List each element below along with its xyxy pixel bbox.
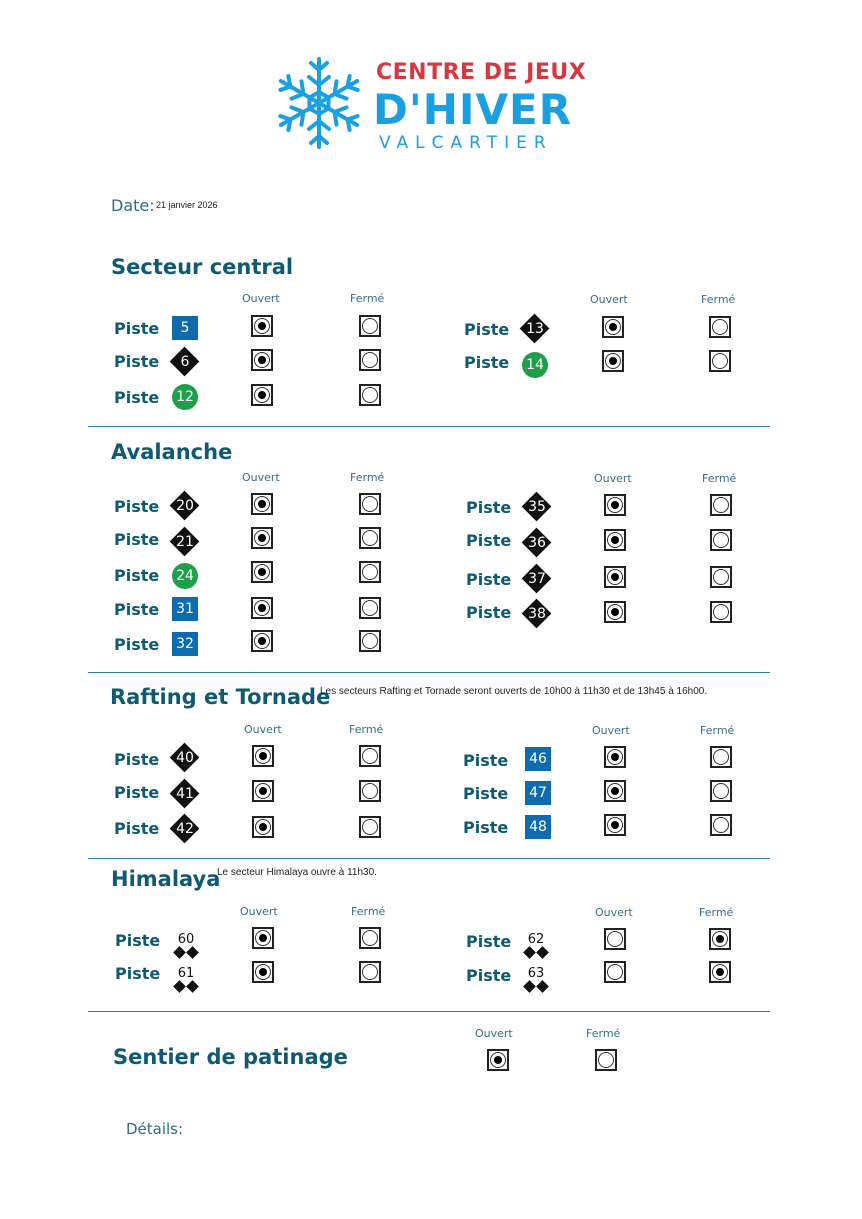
- header-open: Ouvert: [590, 293, 628, 306]
- closed-checkbox[interactable]: [709, 316, 731, 338]
- open-checkbox[interactable]: [604, 928, 626, 950]
- piste-number: 40: [176, 750, 194, 766]
- double-black-diamond-icon: [519, 958, 553, 998]
- checkbox-ring-icon: [713, 783, 729, 799]
- checkbox-ring-icon: [713, 604, 729, 620]
- open-checkbox[interactable]: [602, 350, 624, 372]
- checked-dot-icon: [259, 752, 267, 760]
- open-checkbox[interactable]: [604, 746, 626, 768]
- section-divider: [88, 1011, 770, 1012]
- checked-dot-icon: [258, 356, 266, 364]
- checkbox-ring-icon: [254, 496, 270, 512]
- piste-label: Piste: [463, 818, 509, 837]
- header-open: Ouvert: [240, 905, 278, 918]
- closed-checkbox[interactable]: [359, 349, 381, 371]
- black-diamond-icon: [170, 743, 200, 773]
- open-checkbox[interactable]: [251, 597, 273, 619]
- closed-checkbox[interactable]: [710, 494, 732, 516]
- black-diamond-icon: [170, 347, 200, 377]
- checkbox-ring-icon: [712, 353, 728, 369]
- checkbox-ring-icon: [605, 353, 621, 369]
- open-checkbox[interactable]: [251, 493, 273, 515]
- open-checkbox[interactable]: [251, 315, 273, 337]
- checkbox-ring-icon: [607, 749, 623, 765]
- checkbox-ring-icon: [254, 633, 270, 649]
- closed-checkbox[interactable]: [359, 493, 381, 515]
- piste-number: 5: [180, 320, 190, 336]
- piste-label: Piste: [466, 932, 512, 951]
- checkbox-ring-icon: [254, 387, 270, 403]
- piste-label: Piste: [114, 497, 160, 516]
- closed-checkbox[interactable]: [710, 529, 732, 551]
- checkbox-ring-icon: [607, 783, 623, 799]
- open-checkbox[interactable]: [252, 745, 274, 767]
- checked-dot-icon: [716, 935, 724, 943]
- piste-label: Piste: [114, 635, 160, 654]
- header-closed: Fermé: [351, 905, 386, 918]
- piste-label: Piste: [114, 600, 160, 619]
- checked-dot-icon: [716, 968, 724, 976]
- piste-label: Piste: [466, 498, 512, 517]
- checkbox-ring-icon: [607, 931, 623, 947]
- closed-checkbox[interactable]: [359, 630, 381, 652]
- black-diamond-icon: [522, 528, 552, 558]
- piste-label: Piste: [463, 751, 509, 770]
- piste-number: 63: [527, 965, 545, 981]
- blue-square-icon: [172, 632, 198, 656]
- section-title: Himalaya: [111, 867, 221, 891]
- closed-checkbox[interactable]: [709, 350, 731, 372]
- checked-dot-icon: [611, 501, 619, 509]
- checked-dot-icon: [611, 787, 619, 795]
- piste-number: 47: [529, 785, 547, 801]
- checked-dot-icon: [259, 968, 267, 976]
- checked-dot-icon: [258, 500, 266, 508]
- header-open: Ouvert: [595, 906, 633, 919]
- section-title: Rafting et Tornade: [110, 685, 331, 709]
- checkbox-ring-icon: [254, 318, 270, 334]
- closed-checkbox[interactable]: [359, 745, 381, 767]
- open-checkbox[interactable]: [251, 630, 273, 652]
- black-diamond-icon: [522, 599, 552, 629]
- closed-checkbox[interactable]: [595, 1049, 617, 1071]
- open-checkbox[interactable]: [252, 961, 274, 983]
- snowflake-icon: [272, 54, 366, 152]
- checkbox-ring-icon: [362, 352, 378, 368]
- green-circle-icon: [172, 563, 198, 589]
- piste-label: Piste: [115, 964, 161, 983]
- piste-number: 46: [529, 751, 547, 767]
- checkbox-ring-icon: [362, 530, 378, 546]
- black-diamond-icon: [522, 492, 552, 522]
- black-diamond-icon: [170, 814, 200, 844]
- checkbox-ring-icon: [362, 600, 378, 616]
- checked-dot-icon: [609, 323, 617, 331]
- closed-checkbox[interactable]: [709, 961, 731, 983]
- piste-number: 6: [180, 354, 190, 370]
- logo-line-3: VALCARTIER: [379, 133, 553, 153]
- header-open: Ouvert: [242, 292, 280, 305]
- checkbox-ring-icon: [254, 352, 270, 368]
- checked-dot-icon: [258, 637, 266, 645]
- closed-checkbox[interactable]: [359, 527, 381, 549]
- open-checkbox[interactable]: [604, 494, 626, 516]
- header-open: Ouvert: [475, 1027, 513, 1040]
- header-closed: Fermé: [349, 723, 384, 736]
- piste-number: 32: [176, 636, 194, 652]
- closed-checkbox[interactable]: [359, 315, 381, 337]
- open-checkbox[interactable]: [604, 780, 626, 802]
- checkbox-ring-icon: [490, 1052, 506, 1068]
- open-checkbox[interactable]: [604, 529, 626, 551]
- piste-number: 13: [526, 321, 544, 337]
- piste-number: 38: [528, 606, 546, 622]
- details-label: Détails:: [126, 1120, 184, 1138]
- closed-checkbox[interactable]: [359, 597, 381, 619]
- open-checkbox[interactable]: [251, 527, 273, 549]
- checkbox-ring-icon: [362, 783, 378, 799]
- checkbox-ring-icon: [607, 604, 623, 620]
- section-title: Avalanche: [111, 440, 233, 464]
- checkbox-ring-icon: [362, 633, 378, 649]
- open-checkbox[interactable]: [604, 566, 626, 588]
- closed-checkbox[interactable]: [710, 566, 732, 588]
- checkbox-ring-icon: [607, 569, 623, 585]
- checked-dot-icon: [258, 322, 266, 330]
- header-open: Ouvert: [594, 472, 632, 485]
- header-open: Ouvert: [242, 471, 280, 484]
- checkbox-ring-icon: [713, 749, 729, 765]
- checked-dot-icon: [259, 823, 267, 831]
- piste-number: 24: [176, 568, 194, 584]
- checkbox-ring-icon: [255, 930, 271, 946]
- checked-dot-icon: [258, 568, 266, 576]
- open-checkbox[interactable]: [252, 780, 274, 802]
- closed-checkbox[interactable]: [359, 816, 381, 838]
- black-diamond-icon: [170, 779, 200, 809]
- closed-checkbox[interactable]: [359, 927, 381, 949]
- checked-dot-icon: [494, 1056, 502, 1064]
- open-checkbox[interactable]: [602, 316, 624, 338]
- piste-label: Piste: [466, 570, 512, 589]
- piste-label: Piste: [114, 566, 160, 585]
- piste-number: 61: [177, 965, 195, 981]
- piste-number: 12: [176, 389, 194, 405]
- skating-title: Sentier de patinage: [113, 1045, 348, 1069]
- closed-checkbox[interactable]: [710, 746, 732, 768]
- open-checkbox[interactable]: [251, 384, 273, 406]
- checkbox-ring-icon: [712, 931, 728, 947]
- header-closed: Fermé: [350, 292, 385, 305]
- green-circle-icon: [172, 384, 198, 410]
- black-diamond-icon: [520, 314, 550, 344]
- double-black-diamond-icon: [169, 958, 203, 998]
- checked-dot-icon: [259, 787, 267, 795]
- open-checkbox[interactable]: [252, 816, 274, 838]
- piste-label: Piste: [464, 320, 510, 339]
- checked-dot-icon: [259, 934, 267, 942]
- checkbox-ring-icon: [255, 819, 271, 835]
- piste-number: 31: [176, 601, 194, 617]
- closed-checkbox[interactable]: [359, 961, 381, 983]
- checked-dot-icon: [258, 604, 266, 612]
- piste-number: 42: [176, 821, 194, 837]
- section-title: Secteur central: [111, 255, 294, 279]
- header-open: Ouvert: [244, 723, 282, 736]
- checked-dot-icon: [258, 391, 266, 399]
- checkbox-ring-icon: [255, 783, 271, 799]
- checkbox-ring-icon: [712, 964, 728, 980]
- piste-number: 62: [527, 931, 545, 947]
- checkbox-ring-icon: [607, 497, 623, 513]
- piste-label: Piste: [466, 966, 512, 985]
- checkbox-ring-icon: [254, 600, 270, 616]
- black-diamond-icon: [522, 564, 552, 594]
- piste-label: Piste: [114, 819, 160, 838]
- header-open: Ouvert: [592, 724, 630, 737]
- checkbox-ring-icon: [362, 819, 378, 835]
- header-closed: Fermé: [702, 472, 737, 485]
- closed-checkbox[interactable]: [359, 561, 381, 583]
- piste-number: 48: [529, 819, 547, 835]
- open-checkbox[interactable]: [251, 349, 273, 371]
- piste-number: 41: [176, 786, 194, 802]
- checkbox-ring-icon: [607, 817, 623, 833]
- checkbox-ring-icon: [607, 964, 623, 980]
- blue-square-icon: [525, 781, 551, 805]
- date-value: 21 janvier 2026: [156, 200, 218, 210]
- black-diamond-icon: [170, 491, 200, 521]
- piste-label: Piste: [466, 531, 512, 550]
- header-closed: Fermé: [701, 293, 736, 306]
- piste-number: 14: [526, 357, 544, 373]
- section-divider: [88, 858, 770, 859]
- logo-line-2: D'HIVER: [373, 85, 573, 134]
- checkbox-ring-icon: [254, 564, 270, 580]
- piste-label: Piste: [464, 353, 510, 372]
- header-closed: Fermé: [350, 471, 385, 484]
- open-checkbox[interactable]: [251, 561, 273, 583]
- open-checkbox[interactable]: [487, 1049, 509, 1071]
- checkbox-ring-icon: [712, 319, 728, 335]
- closed-checkbox[interactable]: [359, 384, 381, 406]
- checkbox-ring-icon: [362, 564, 378, 580]
- section-divider: [88, 672, 770, 673]
- checked-dot-icon: [609, 357, 617, 365]
- closed-checkbox[interactable]: [710, 780, 732, 802]
- piste-label: Piste: [114, 530, 160, 549]
- section-divider: [88, 426, 770, 427]
- checked-dot-icon: [611, 608, 619, 616]
- checkbox-ring-icon: [255, 964, 271, 980]
- checkbox-ring-icon: [605, 319, 621, 335]
- checked-dot-icon: [611, 536, 619, 544]
- checkbox-ring-icon: [255, 748, 271, 764]
- checkbox-ring-icon: [362, 318, 378, 334]
- piste-label: Piste: [114, 750, 160, 769]
- black-diamond-icon: [170, 527, 200, 557]
- piste-number: 20: [176, 498, 194, 514]
- piste-label: Piste: [466, 603, 512, 622]
- checkbox-ring-icon: [713, 497, 729, 513]
- piste-number: 35: [528, 499, 546, 515]
- header-closed: Fermé: [700, 724, 735, 737]
- checkbox-ring-icon: [362, 930, 378, 946]
- closed-checkbox[interactable]: [709, 928, 731, 950]
- piste-number: 37: [528, 571, 546, 587]
- checkbox-ring-icon: [713, 532, 729, 548]
- header-closed: Fermé: [699, 906, 734, 919]
- checked-dot-icon: [258, 534, 266, 542]
- open-checkbox[interactable]: [604, 601, 626, 623]
- checkbox-ring-icon: [598, 1052, 614, 1068]
- checkbox-ring-icon: [362, 748, 378, 764]
- checked-dot-icon: [611, 573, 619, 581]
- piste-number: 21: [176, 534, 194, 550]
- checkbox-ring-icon: [254, 530, 270, 546]
- piste-number: 36: [528, 535, 546, 551]
- logo-line-1: CENTRE DE JEUX: [376, 60, 587, 85]
- checked-dot-icon: [611, 821, 619, 829]
- checkbox-ring-icon: [362, 387, 378, 403]
- checkbox-ring-icon: [607, 532, 623, 548]
- piste-label: Piste: [114, 783, 160, 802]
- date-label: Date:: [111, 196, 155, 215]
- green-circle-icon: [522, 352, 548, 378]
- section-note: Les secteurs Rafting et Tornade seront ouverts de 10h00 à 11h30 et de 13h45 à 16h00.: [320, 686, 708, 697]
- blue-square-icon: [525, 815, 551, 839]
- blue-square-icon: [172, 597, 198, 621]
- blue-square-icon: [172, 316, 198, 340]
- piste-label: Piste: [114, 388, 160, 407]
- open-checkbox[interactable]: [252, 927, 274, 949]
- checkbox-ring-icon: [713, 569, 729, 585]
- piste-label: Piste: [114, 352, 160, 371]
- header-closed: Fermé: [586, 1027, 621, 1040]
- piste-label: Piste: [463, 784, 509, 803]
- checkbox-ring-icon: [713, 817, 729, 833]
- open-checkbox[interactable]: [604, 961, 626, 983]
- checkbox-ring-icon: [362, 496, 378, 512]
- open-checkbox[interactable]: [604, 814, 626, 836]
- closed-checkbox[interactable]: [359, 780, 381, 802]
- checkbox-ring-icon: [362, 964, 378, 980]
- blue-square-icon: [525, 747, 551, 771]
- piste-label: Piste: [115, 931, 161, 950]
- checked-dot-icon: [611, 753, 619, 761]
- piste-number: 60: [177, 931, 195, 947]
- piste-label: Piste: [114, 319, 160, 338]
- closed-checkbox[interactable]: [710, 814, 732, 836]
- section-note: Le secteur Himalaya ouvre à 11h30.: [217, 867, 377, 878]
- closed-checkbox[interactable]: [710, 601, 732, 623]
